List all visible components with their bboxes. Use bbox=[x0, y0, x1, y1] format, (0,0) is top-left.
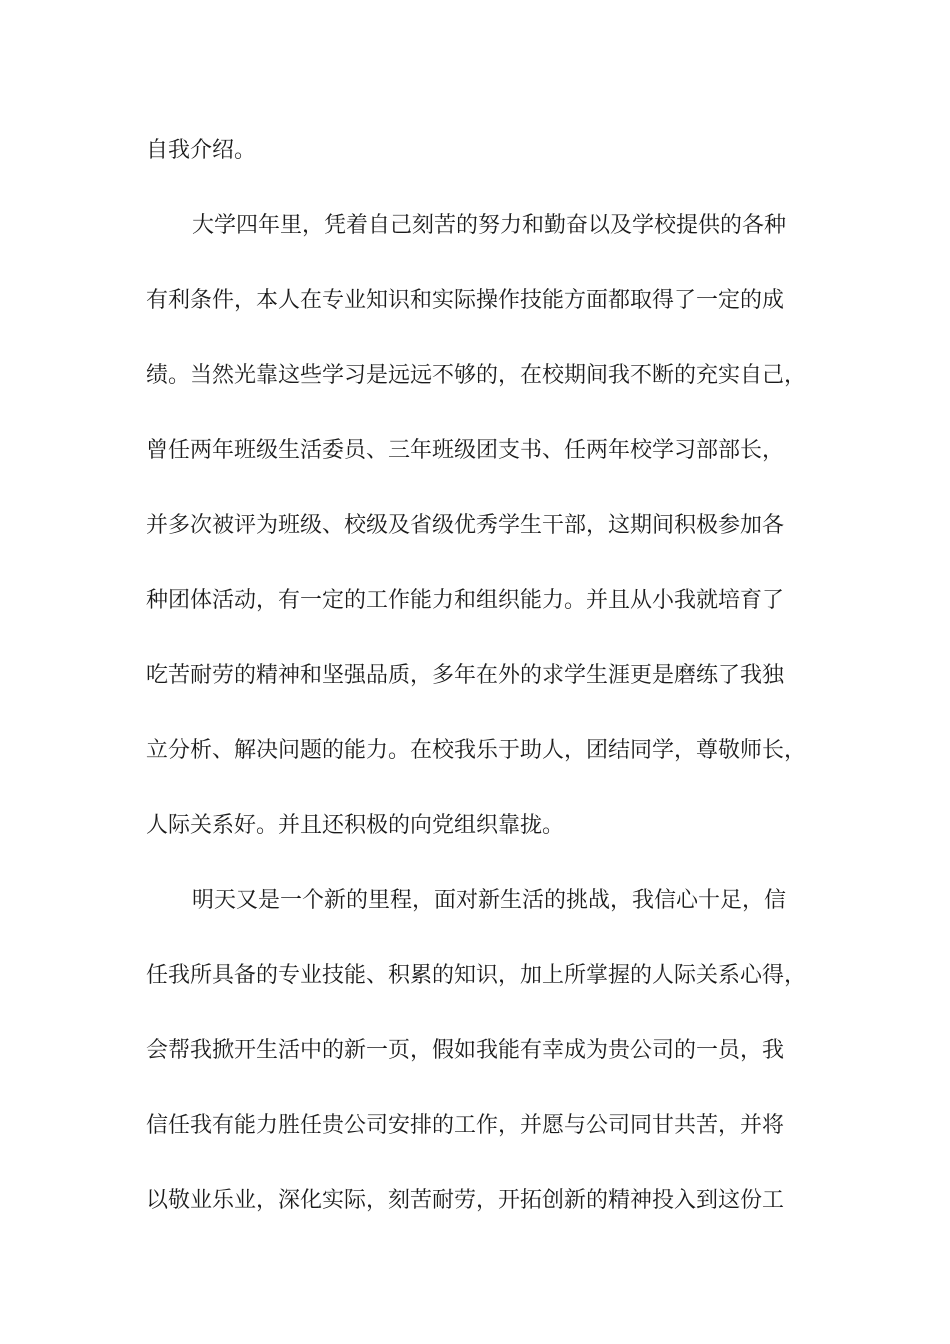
paragraph-line: 明天又是一个新的里程，面对新生活的挑战，我信心十足，信 bbox=[192, 888, 787, 913]
text-line: 种团体活动，有一定的工作能力和组织能力。并且从小我就培育了 bbox=[146, 588, 785, 613]
text-line: 曾任两年班级生活委员、三年班级团支书、任两年校学习部部长， bbox=[146, 438, 785, 463]
text-line: 有利条件，本人在专业知识和实际操作技能方面都取得了一定的成 bbox=[146, 288, 785, 313]
text-line: 绩。当然光靠这些学习是远远不够的，在校期间我不断的充实自己， bbox=[146, 363, 807, 388]
text-line: 自我介绍。 bbox=[146, 138, 257, 163]
text-line: 会帮我掀开生活中的新一页，假如我能有幸成为贵公司的一员，我 bbox=[146, 1038, 785, 1063]
text-line: 任我所具备的专业技能、积累的知识，加上所掌握的人际关系心得， bbox=[146, 963, 807, 988]
paragraph-line: 大学四年里，凭着自己刻苦的努力和勤奋以及学校提供的各种 bbox=[192, 213, 787, 238]
text-line: 立分析、解决问题的能力。在校我乐于助人，团结同学，尊敬师长， bbox=[146, 738, 807, 763]
text-line: 以敬业乐业，深化实际，刻苦耐劳，开拓创新的精神投入到这份工 bbox=[146, 1188, 785, 1213]
text-line: 并多次被评为班级、校级及省级优秀学生干部，这期间积极参加各 bbox=[146, 513, 785, 538]
text-line: 人际关系好。并且还积极的向党组织靠拢。 bbox=[146, 813, 565, 838]
text-line: 吃苦耐劳的精神和坚强品质，多年在外的求学生涯更是磨练了我独 bbox=[146, 663, 785, 688]
text-line: 信任我有能力胜任贵公司安排的工作，并愿与公司同甘共苦，并将 bbox=[146, 1113, 785, 1138]
